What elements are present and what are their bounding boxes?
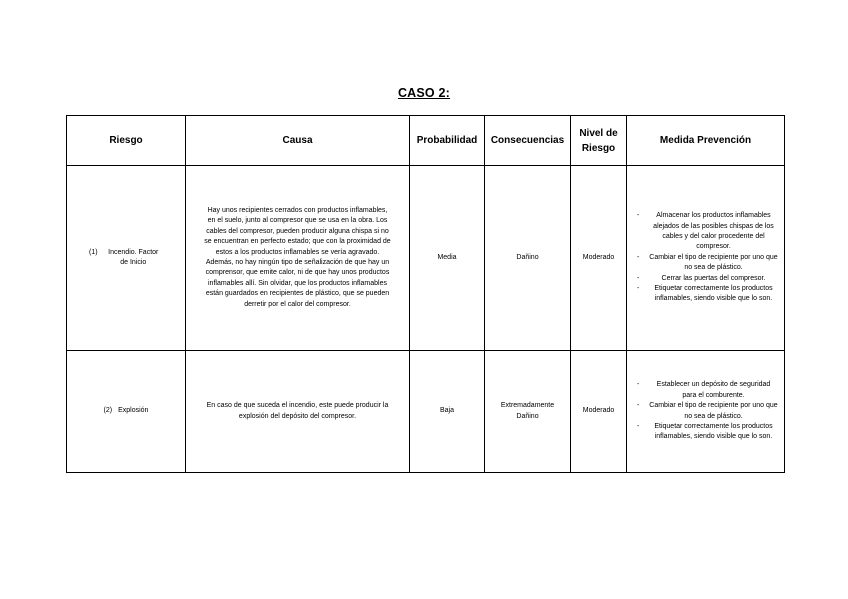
risk-assessment-table (66, 115, 785, 473)
table-header-row (67, 116, 785, 166)
medidas-cell (627, 166, 785, 351)
table-row (67, 351, 785, 473)
causa-text: Hay unos recipientes cerrados con productos inflamables, en el suelo, junto al compresor que se usa en la obra. Los cables del compresor, pueden producir alguna chispa si no se encuentran en perfecto estado; que con la proximidad de estos a los productos inflamables se vería agravado. Además, no hay ningún tipo de señalización de que hay un comprensor, que emite calor, ni de que hay unos productos inflamables allí. Sin olvidar, que los productos inflamables están guardados en recipientes de plástico, que se pueden derretir por el calor del compresor. (204, 206, 391, 308)
page-title: CASO 2: (397, 86, 451, 100)
list-item: - Establecer un depósito de seguridad para el comburente. (649, 380, 778, 401)
riesgo-number: (2) (103, 407, 113, 415)
probabilidad-cell: Media (410, 166, 485, 351)
medidas-list (631, 380, 780, 442)
header-nivel-riesgo: Nivel de Riesgo (571, 116, 627, 166)
header-riesgo: Riesgo (67, 116, 186, 166)
header-medida-prevencion: Medida Prevención (627, 116, 785, 166)
riesgo-label: Explosión (118, 407, 149, 415)
medidas-cell (627, 351, 785, 473)
probabilidad-cell: Baja (410, 351, 485, 473)
nivel-riesgo-cell: Moderado (571, 166, 627, 351)
causa-cell (186, 351, 410, 473)
consecuencias-cell: Extremadamente Dañino (485, 351, 571, 473)
list-item: - Cerrar las puertas del compresor. (649, 274, 778, 284)
list-item: - Cambiar el tipo de recipiente por uno que no sea de plástico. (649, 401, 778, 422)
riesgo-label: Incendio. Factor de Inicio (108, 248, 159, 266)
riesgo-number: (1) (89, 248, 98, 256)
causa-cell (186, 166, 410, 351)
list-item: - Cambiar el tipo de recipiente por uno que no sea de plástico. (649, 253, 778, 274)
riesgo-cell (67, 166, 186, 351)
list-item: - Almacenar los productos inflamables alejados de las posibles chispas de los cables y del calor procedente del compresor. (649, 211, 778, 253)
header-consecuencias: Consecuencias (485, 116, 571, 166)
list-item: - Etiquetar correctamente los productos inflamables, siendo visible que lo son. (649, 284, 778, 305)
table-row (67, 166, 785, 351)
causa-text: En caso de que suceda el incendio, este puede producir la explosión del depósito del compresor. (206, 402, 389, 420)
header-probabilidad: Probabilidad (410, 116, 485, 166)
header-causa: Causa (186, 116, 410, 166)
list-item: - Etiquetar correctamente los productos inflamables, siendo visible que lo son. (649, 422, 778, 443)
medidas-list (631, 211, 780, 305)
consecuencias-cell: Dañino (485, 166, 571, 351)
nivel-riesgo-cell: Moderado (571, 351, 627, 473)
riesgo-cell (67, 351, 186, 473)
